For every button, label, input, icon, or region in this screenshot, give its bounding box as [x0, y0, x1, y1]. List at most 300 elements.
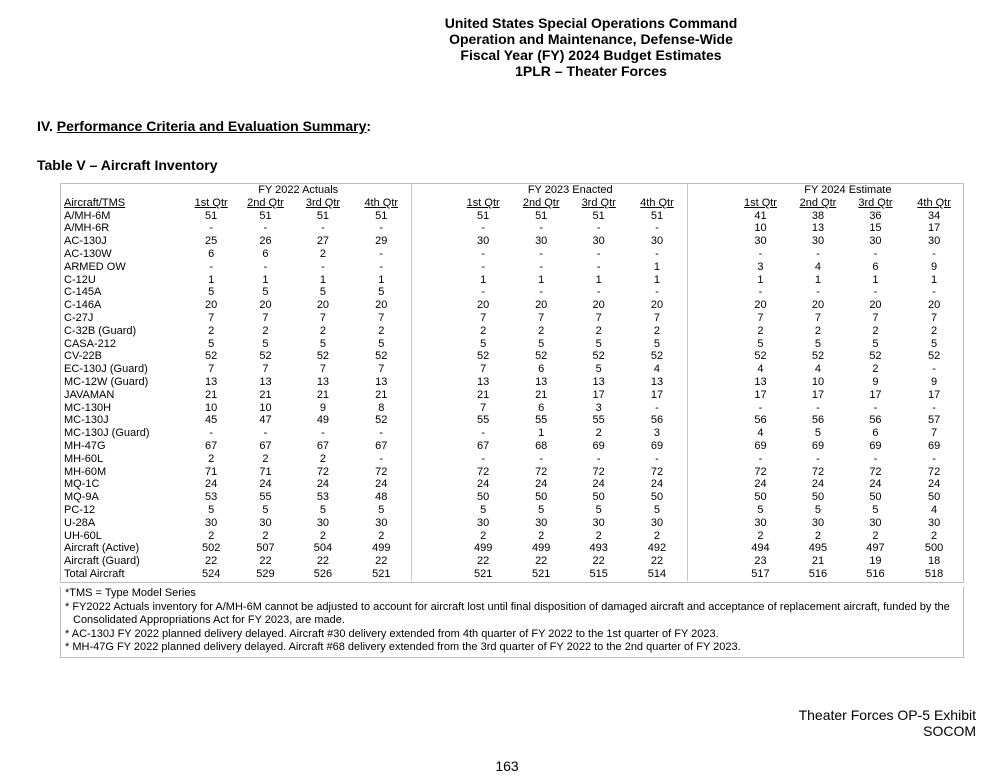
inventory-value: 20	[869, 299, 882, 312]
inventory-value: 2	[653, 529, 661, 542]
column-header-quarter: 3rd Qtr	[305, 196, 341, 209]
inventory-value: 5	[931, 337, 938, 350]
inventory-value: 13	[259, 375, 272, 388]
table-row	[60, 235, 964, 248]
header-line-3: Fiscal Year (FY) 2024 Budget Estimates	[460, 47, 722, 63]
inventory-value: -	[596, 247, 601, 260]
inventory-value: 22	[592, 555, 605, 568]
inventory-value: 7	[814, 311, 822, 324]
aircraft-name: ARMED OW	[64, 260, 126, 273]
inventory-value: 24	[927, 478, 941, 491]
table-row	[60, 440, 964, 453]
aircraft-name: C-32B (Guard)	[64, 324, 137, 337]
inventory-value: 7	[480, 401, 487, 414]
inventory-value: 13	[592, 375, 605, 388]
inventory-value: 24	[259, 478, 272, 491]
inventory-value: 56	[869, 414, 882, 427]
inventory-value: 21	[477, 388, 490, 401]
inventory-value: 2	[872, 363, 879, 376]
inventory-value: 6	[872, 427, 879, 440]
inventory-value: 6	[872, 260, 879, 273]
inventory-value: 1	[208, 273, 215, 286]
inventory-value: -	[596, 286, 601, 299]
inventory-value: 2	[319, 452, 326, 465]
inventory-value: 517	[751, 567, 770, 580]
inventory-value: -	[932, 286, 936, 299]
aircraft-name: MH-47G	[64, 439, 106, 452]
inventory-value: 13	[477, 375, 490, 388]
inventory-value: -	[655, 286, 659, 299]
inventory-value: 67	[259, 439, 272, 452]
inventory-value: -	[263, 260, 268, 273]
inventory-value: -	[321, 427, 325, 440]
inventory-value: 50	[811, 491, 825, 504]
inventory-value: 30	[754, 235, 767, 248]
column-header-aircraft: Aircraft/TMS	[64, 196, 126, 209]
inventory-value: 515	[589, 567, 608, 580]
inventory-value: 55	[535, 414, 548, 427]
footnote: * FY2022 Actuals inventory for A/MH-6M cannot be adjusted to account for aircraft lost until final disposition of damaged aircraft and acceptance of replacement aircraft, funded by the Consolidated Appropriations Act for FY 2023, are made.	[65, 600, 950, 626]
table-row	[60, 542, 964, 555]
table-row	[60, 517, 964, 530]
inventory-value: 2	[208, 452, 215, 465]
table-row	[60, 325, 964, 338]
inventory-value: -	[758, 286, 763, 299]
inventory-value: 13	[535, 375, 548, 388]
aircraft-name: AC-130W	[64, 247, 112, 260]
inventory-value: 25	[205, 235, 218, 248]
inventory-value: 51	[316, 209, 330, 222]
inventory-value: 30	[259, 516, 272, 529]
column-header-quarter: 4th Qtr	[364, 196, 399, 209]
inventory-value: 524	[201, 567, 221, 580]
inventory-value: -	[932, 363, 936, 376]
inventory-value: 3	[653, 427, 661, 440]
inventory-value: 30	[869, 235, 882, 248]
inventory-value: 497	[866, 542, 885, 555]
inventory-value: 5	[208, 337, 215, 350]
inventory-value: 17	[754, 388, 767, 401]
table-row	[60, 312, 964, 325]
group-header-row	[60, 184, 964, 197]
aircraft-name: MC-130J (Guard)	[64, 427, 150, 440]
column-separator	[687, 542, 732, 555]
inventory-value: 30	[927, 235, 941, 248]
table-row	[60, 286, 964, 299]
inventory-value: -	[379, 222, 384, 235]
inventory-value: 17	[811, 388, 825, 401]
column-separator	[411, 542, 454, 555]
inventory-value: 30	[811, 235, 825, 248]
inventory-value: 7	[262, 363, 269, 376]
inventory-value: 50	[927, 491, 941, 504]
column-separator	[411, 363, 454, 376]
inventory-value: 24	[592, 478, 605, 491]
aircraft-name: JAVAMAN	[64, 388, 115, 401]
inventory-value: 55	[259, 491, 272, 504]
inventory-value: 5	[595, 337, 602, 350]
column-separator	[411, 453, 454, 466]
inventory-value: 72	[811, 465, 825, 478]
inventory-value: 1	[480, 273, 487, 286]
inventory-value: -	[873, 286, 878, 299]
column-separator	[687, 466, 732, 479]
inventory-value: 27	[316, 235, 330, 248]
inventory-value: 5	[319, 503, 326, 516]
aircraft-name: MC-12W (Guard)	[64, 375, 149, 388]
inventory-value: 2	[319, 529, 326, 542]
inventory-value: 72	[927, 465, 941, 478]
column-separator	[687, 414, 732, 427]
column-separator	[687, 491, 732, 504]
inventory-value: -	[379, 247, 384, 260]
column-separator	[411, 184, 454, 197]
inventory-value: 72	[535, 465, 548, 478]
inventory-value: 52	[316, 350, 330, 363]
inventory-value: 17	[869, 388, 882, 401]
inventory-value: 30	[592, 235, 605, 248]
table-row	[60, 363, 964, 376]
inventory-value: -	[321, 260, 325, 273]
inventory-value: 68	[535, 439, 548, 452]
inventory-value: 24	[205, 478, 218, 491]
column-separator	[411, 325, 454, 338]
inventory-value: 5	[262, 286, 269, 299]
aircraft-name: MC-130J	[64, 414, 109, 427]
aircraft-name: AC-130J	[64, 235, 107, 248]
column-separator	[411, 261, 454, 274]
column-separator	[411, 248, 454, 261]
inventory-value: 5	[653, 503, 661, 516]
column-header-quarter: 1st Qtr	[466, 196, 500, 209]
inventory-value: 5	[319, 337, 326, 350]
inventory-value: 10	[811, 375, 825, 388]
inventory-value: 1	[931, 273, 938, 286]
inventory-value: 2	[931, 324, 938, 337]
inventory-value: 2	[319, 324, 326, 337]
inventory-value: 41	[754, 209, 767, 222]
inventory-value: -	[873, 247, 878, 260]
table-row	[60, 568, 964, 581]
inventory-value: 30	[811, 516, 825, 529]
inventory-value: 21	[259, 388, 272, 401]
inventory-value: -	[655, 247, 659, 260]
column-separator	[687, 517, 732, 530]
inventory-value: 69	[927, 439, 941, 452]
aircraft-name: A/MH-6R	[64, 222, 110, 235]
aircraft-inventory-table	[60, 184, 964, 581]
aircraft-name: U-28A	[64, 516, 96, 529]
inventory-value: 5	[208, 286, 215, 299]
column-separator	[411, 286, 454, 299]
inventory-value: 493	[589, 542, 608, 555]
inventory-value: 50	[477, 491, 490, 504]
inventory-value: 2	[538, 324, 545, 337]
table-row	[60, 453, 964, 466]
section-suffix: :	[366, 118, 372, 134]
inventory-value: 2	[208, 324, 215, 337]
inventory-value: 51	[375, 209, 388, 222]
inventory-value: 52	[375, 350, 388, 363]
table-row	[60, 466, 964, 479]
inventory-value: 50	[535, 491, 548, 504]
column-header-quarter: 3rd Qtr	[581, 196, 616, 209]
column-separator	[411, 504, 454, 517]
inventory-value: 7	[931, 311, 938, 324]
aircraft-name: A/MH-6M	[64, 209, 111, 222]
inventory-value: 56	[754, 414, 767, 427]
inventory-value: 2	[480, 324, 487, 337]
inventory-value: 7	[480, 363, 487, 376]
inventory-value: 24	[316, 478, 330, 491]
column-separator	[411, 222, 454, 235]
column-separator	[411, 299, 454, 312]
inventory-value: 13	[811, 222, 825, 235]
table-row	[60, 478, 964, 491]
table-row	[60, 427, 964, 440]
inventory-value: -	[321, 222, 325, 235]
inventory-value: 69	[592, 439, 605, 452]
inventory-value: 56	[650, 414, 664, 427]
inventory-value: 13	[650, 375, 664, 388]
inventory-value: 9	[931, 375, 938, 388]
inventory-value: 52	[205, 350, 218, 363]
column-separator	[687, 184, 732, 197]
column-separator	[411, 312, 454, 325]
column-separator	[687, 235, 732, 248]
inventory-value: 22	[259, 555, 272, 568]
inventory-value: 4	[757, 427, 764, 440]
inventory-value: -	[263, 222, 268, 235]
inventory-value: -	[932, 401, 936, 414]
inventory-value: 51	[477, 209, 490, 222]
aircraft-name: MC-130H	[64, 401, 112, 414]
header-line-1: United States Special Operations Command	[444, 15, 738, 31]
inventory-value: 4	[757, 363, 764, 376]
column-separator	[411, 427, 454, 440]
inventory-value: 22	[477, 555, 490, 568]
inventory-value: 529	[256, 567, 275, 580]
inventory-value: 4	[653, 363, 661, 376]
header-line-2: Operation and Maintenance, Defense-Wide	[449, 31, 733, 47]
column-separator	[687, 453, 732, 466]
group-header: FY 2023 Enacted	[527, 184, 613, 196]
aircraft-name: C-146A	[64, 299, 102, 312]
inventory-value: 67	[316, 439, 330, 452]
table-row	[60, 222, 964, 235]
inventory-value: 72	[477, 465, 490, 478]
column-header-quarter: 4th Qtr	[640, 196, 674, 209]
inventory-value: -	[539, 260, 544, 273]
inventory-value: -	[655, 452, 659, 465]
inventory-value: 17	[927, 222, 941, 235]
column-separator	[411, 491, 454, 504]
inventory-value: 518	[924, 567, 944, 580]
column-separator	[411, 350, 454, 363]
inventory-value: 5	[378, 503, 385, 516]
table-row	[60, 491, 964, 504]
inventory-value: 72	[316, 465, 330, 478]
inventory-value: 30	[592, 516, 605, 529]
inventory-value: -	[816, 401, 820, 414]
inventory-value: 10	[205, 401, 218, 414]
column-separator	[687, 197, 732, 210]
inventory-value: 30	[650, 235, 664, 248]
inventory-value: 5	[814, 427, 822, 440]
footnote: * MH-47G FY 2022 planned delivery delayed. Aircraft #68 delivery extended from the 3rd quarter of FY 2022 to the 2nd quarter of FY 2023.	[65, 641, 741, 653]
inventory-value: 5	[378, 337, 385, 350]
inventory-value: 2	[378, 324, 385, 337]
inventory-value: 2	[595, 324, 602, 337]
inventory-value: 2	[480, 529, 487, 542]
inventory-value: 47	[259, 414, 272, 427]
inventory-value: 2	[872, 324, 879, 337]
inventory-value: 55	[477, 414, 490, 427]
inventory-value: 30	[927, 516, 941, 529]
inventory-value: -	[758, 401, 763, 414]
inventory-value: 5	[872, 337, 879, 350]
inventory-value: 20	[811, 299, 825, 312]
inventory-value: 34	[927, 209, 941, 222]
inventory-value: 21	[316, 388, 330, 401]
aircraft-name: MQ-9A	[64, 491, 99, 504]
table-row	[60, 504, 964, 517]
inventory-value: 22	[205, 555, 218, 568]
column-separator	[687, 555, 732, 568]
aircraft-name: Aircraft (Guard)	[64, 555, 140, 568]
inventory-value: -	[539, 452, 544, 465]
inventory-value: 521	[532, 567, 551, 580]
column-separator	[687, 222, 732, 235]
inventory-value: 495	[808, 542, 828, 555]
inventory-value: 52	[811, 350, 825, 363]
inventory-value: 30	[375, 516, 388, 529]
inventory-value: 5	[757, 503, 764, 516]
inventory-value: 36	[869, 209, 882, 222]
header-line-4: 1PLR – Theater Forces	[515, 63, 667, 79]
exhibit-org: SOCOM	[923, 723, 976, 739]
column-separator	[687, 478, 732, 491]
inventory-value: 5	[595, 503, 602, 516]
column-separator	[687, 338, 732, 351]
inventory-value: 13	[205, 375, 218, 388]
inventory-value: -	[481, 222, 486, 235]
inventory-value: 516	[866, 567, 885, 580]
column-separator	[687, 299, 732, 312]
column-separator	[411, 530, 454, 543]
inventory-value: 4	[931, 503, 938, 516]
inventory-value: 2	[319, 247, 326, 260]
inventory-value: 52	[535, 350, 548, 363]
inventory-value: 30	[316, 516, 330, 529]
inventory-value: 15	[869, 222, 882, 235]
inventory-value: 17	[927, 388, 941, 401]
table-row	[60, 338, 964, 351]
inventory-value: 30	[477, 516, 490, 529]
column-separator	[411, 517, 454, 530]
inventory-value: 51	[259, 209, 272, 222]
inventory-value: 22	[650, 555, 664, 568]
inventory-value: -	[539, 247, 544, 260]
section-number: IV.	[37, 118, 53, 134]
inventory-value: 21	[205, 388, 218, 401]
inventory-value: 1	[595, 273, 602, 286]
inventory-value: 30	[205, 516, 218, 529]
inventory-value: 5	[378, 286, 385, 299]
inventory-value: 30	[869, 516, 882, 529]
table-row	[60, 530, 964, 543]
inventory-value: 24	[811, 478, 825, 491]
inventory-value: 5	[538, 337, 545, 350]
table-row	[60, 248, 964, 261]
inventory-value: 2	[814, 324, 822, 337]
inventory-value: 2	[814, 529, 822, 542]
inventory-value: 2	[262, 324, 269, 337]
column-separator	[687, 376, 732, 389]
aircraft-name: CV-22B	[64, 350, 102, 363]
column-header-quarter: 2nd Qtr	[522, 196, 560, 209]
inventory-value: 72	[754, 465, 767, 478]
inventory-value: 24	[535, 478, 548, 491]
column-separator	[411, 389, 454, 402]
column-separator	[687, 568, 732, 581]
inventory-value: -	[816, 452, 820, 465]
document-header	[0, 15, 990, 79]
column-header-quarter: 2nd Qtr	[799, 196, 837, 209]
inventory-value: 5	[538, 503, 545, 516]
inventory-value: 7	[262, 311, 269, 324]
inventory-value: 24	[869, 478, 882, 491]
inventory-value: -	[539, 286, 544, 299]
inventory-value: -	[596, 452, 601, 465]
inventory-value: 1	[319, 273, 326, 286]
inventory-value: 24	[375, 478, 388, 491]
column-separator	[411, 555, 454, 568]
inventory-value: 5	[262, 503, 269, 516]
inventory-value: 55	[592, 414, 605, 427]
inventory-value: 50	[650, 491, 664, 504]
aircraft-name: MH-60L	[64, 452, 104, 465]
column-separator	[687, 389, 732, 402]
inventory-value: 20	[535, 299, 548, 312]
inventory-value: -	[481, 286, 486, 299]
inventory-value: -	[758, 452, 763, 465]
inventory-value: 1	[814, 273, 822, 286]
table-row	[60, 261, 964, 274]
inventory-value: 67	[375, 439, 388, 452]
inventory-value: 71	[205, 465, 218, 478]
table-row	[60, 274, 964, 287]
aircraft-name: MQ-1C	[64, 478, 100, 491]
column-separator	[687, 440, 732, 453]
inventory-value: 20	[650, 299, 664, 312]
inventory-value: 20	[477, 299, 490, 312]
column-separator	[411, 338, 454, 351]
column-separator	[687, 402, 732, 415]
inventory-value: 13	[754, 375, 767, 388]
inventory-value: 72	[650, 465, 664, 478]
inventory-value: 7	[208, 363, 215, 376]
inventory-value: 69	[869, 439, 882, 452]
aircraft-name: EC-130J (Guard)	[64, 363, 148, 376]
inventory-value: 1	[872, 273, 879, 286]
inventory-value: 6	[538, 401, 545, 414]
inventory-value: 6	[538, 363, 545, 376]
inventory-value: 30	[650, 516, 664, 529]
column-separator	[411, 402, 454, 415]
inventory-value: 5	[814, 503, 822, 516]
table-row	[60, 350, 964, 363]
